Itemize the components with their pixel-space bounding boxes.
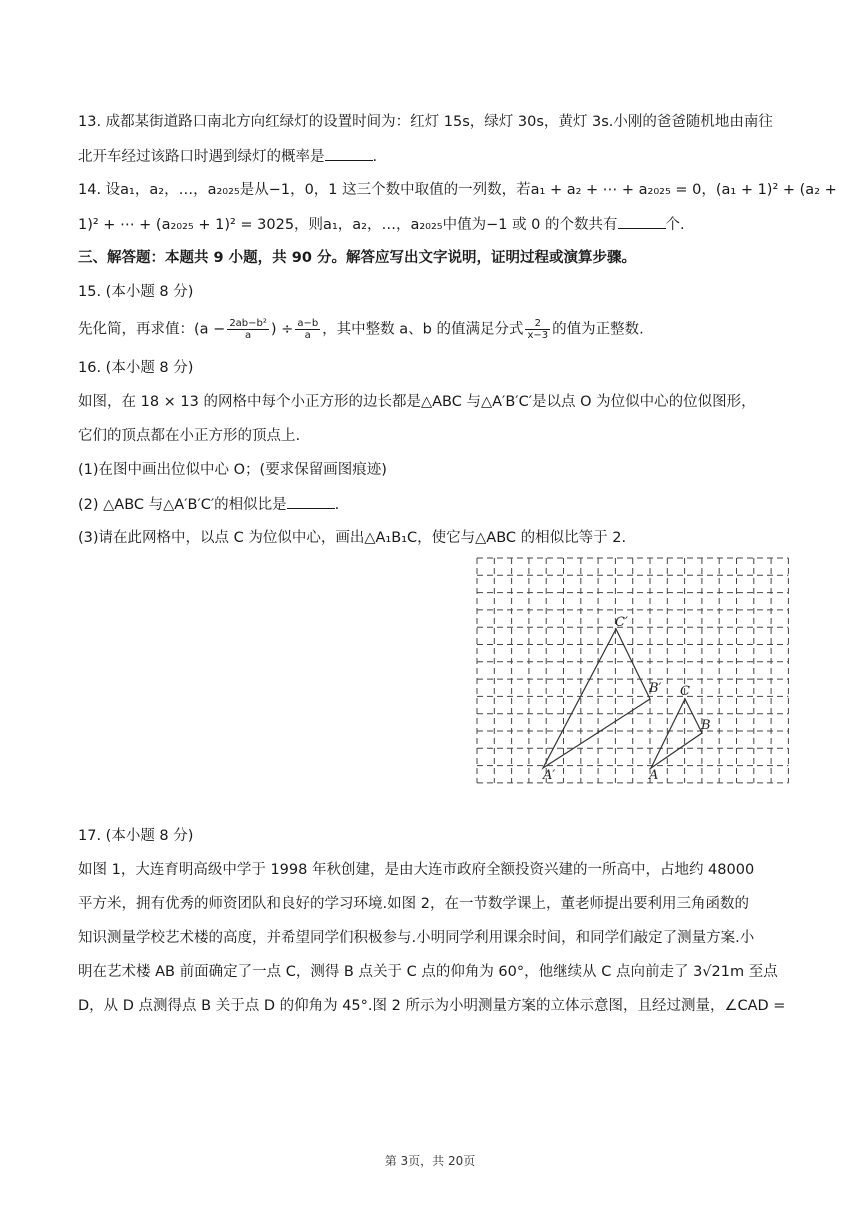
q15-mid: ) ÷ xyxy=(270,321,294,338)
label-b-prime: B′ xyxy=(649,681,662,696)
q13-line1: 13. 成都某街道路口南北方向红绿灯的设置时间为：红灯 15s，绿灯 30s，黄灯 3s.小刚的爸爸随机地由南往 xyxy=(78,114,773,130)
q16-part1: (1)在图中画出位似中心 O；(要求保留画图痕迹) xyxy=(78,462,387,478)
q13-line2-text: 北开车经过该路口时遇到绿灯的概率是 xyxy=(78,149,325,165)
q16-part2-text: (2) △ABC 与△A′B′C′的相似比是 xyxy=(78,497,287,513)
q16-part2 xyxy=(78,494,339,515)
section-heading: 三、解答题：本题共 9 小题，共 90 分。解答应写出文字说明，证明过程或演算步骤。 xyxy=(78,250,636,266)
q16-line2: 它们的顶点都在小正方形的顶点上. xyxy=(78,428,301,444)
q16-head: 16. (本小题 8 分) xyxy=(78,360,194,376)
label-c-prime: C′ xyxy=(615,615,628,630)
q14-line2-end: 个. xyxy=(665,217,685,233)
label-b: B xyxy=(701,718,711,733)
q16-line1: 如图，在 18 × 13 的网格中每个小正方形的边长都是△ABC 与△A′B′C′是以点 O 为位似中心的位似图形， xyxy=(78,394,756,410)
q17-head: 17. (本小题 8 分) xyxy=(78,828,194,844)
q14-line1: 14. 设a₁，a₂，…，a₂₀₂₅是从−1，0，1 这三个数中取值的一列数，若a₁ + a₂ + ⋯ + a₂₀₂₅ = 0，(a₁ + 1)² + (a₂ + xyxy=(78,182,837,198)
q16-part2-end: . xyxy=(334,497,340,513)
triangle-a-prime-b-prime-c-prime xyxy=(543,629,650,768)
q15-prefix: 先化简，再求值：(a − xyxy=(78,321,226,338)
fraction xyxy=(525,318,550,341)
label-a-prime: A′ xyxy=(543,768,556,783)
q15-head: 15. (本小题 8 分) xyxy=(78,284,194,300)
q17-line1: 如图 1，大连育明高级中学于 1998 年秋创建，是由大连市政府全额投资兴建的一所高中，占地约 48000 xyxy=(78,862,755,878)
answer-blank xyxy=(325,146,373,161)
q17-line5: D，从 D 点测得点 B 关于点 D 的仰角为 45°.图 2 所示为小明测量方案的立体示意图，且经过测量，∠CAD = xyxy=(78,998,786,1014)
q14-line2 xyxy=(78,214,685,235)
q17-line4: 明在艺术楼 AB 前面确定了一点 C，测得 B 点关于 C 点的仰角为 60°，他继续从 C 点向前走了 3√21m 至点 xyxy=(78,964,778,980)
page-footer: 第 3页，共 20页 xyxy=(384,1154,476,1168)
q15-mid2: ，其中整数 a、b 的值满足分式 xyxy=(322,321,524,338)
q15-suffix: 的值为正整数. xyxy=(552,321,644,338)
label-a: A xyxy=(649,768,659,783)
fraction xyxy=(227,318,269,341)
fraction-numerator: 2ab−b² xyxy=(229,318,267,329)
q15-body xyxy=(78,318,644,341)
q13-line2-end: . xyxy=(372,149,378,165)
fraction-denominator: x−3 xyxy=(527,330,549,341)
answer-blank xyxy=(287,494,335,509)
q13-line2 xyxy=(78,146,377,167)
fraction-denominator: a xyxy=(304,330,311,341)
label-c: C xyxy=(680,684,690,699)
fraction-numerator: a−b xyxy=(297,318,319,329)
fraction xyxy=(295,318,320,341)
fraction-denominator: a xyxy=(245,330,252,341)
q17-line3: 知识测量学校艺术楼的高度，并希望同学们积极参与.小明同学利用课余时间，和同学们敲定了测量方案.小 xyxy=(78,930,755,946)
fraction-numerator: 2 xyxy=(525,318,550,330)
grid-lines xyxy=(477,558,788,783)
answer-blank xyxy=(618,214,666,229)
q16-part3: (3)请在此网格中，以点 C 为位似中心，画出△A₁B₁C，使它与△ABC 的相似比等于 2. xyxy=(78,530,627,546)
q14-line2-text: 1)² + ⋯ + (a₂₀₂₅ + 1)² = 3025，则a₁，a₂，…，a₂₀₂₅中值为−1 或 0 的个数共有 xyxy=(78,217,618,233)
grid-figure xyxy=(475,556,789,784)
triangle-abc xyxy=(651,699,702,768)
q17-line2: 平方米，拥有优秀的师资团队和良好的学习环境.如图 2，在一节数学课上，董老师提出要利用三角函数的 xyxy=(78,896,749,912)
